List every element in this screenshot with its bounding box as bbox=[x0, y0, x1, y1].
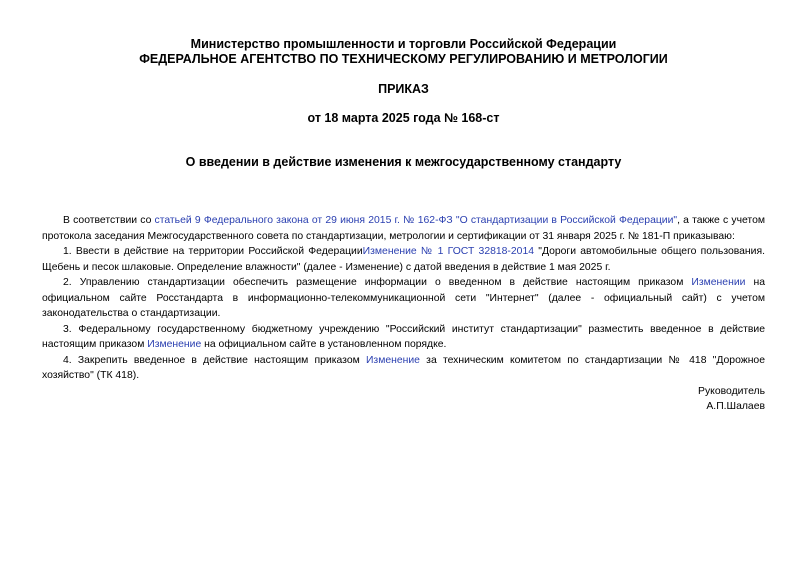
order-item-4 bbox=[42, 353, 765, 384]
order-item-3 bbox=[42, 322, 765, 353]
order-item-2-text-start: 2. Управлению стандартизации обеспечить размещение информации о введенном в действие настоящим приказом bbox=[63, 277, 692, 288]
preamble-paragraph bbox=[42, 213, 765, 244]
gost-amendment-link[interactable]: Изменение № 1 ГОСТ 32818-2014 bbox=[362, 246, 535, 257]
order-item-2-text-end: на официальном сайте Росстандарта в информационно-телекоммуникационной сети "Интернет" (далее - официальный сайт) с учетом законодательства о стандартизации. bbox=[42, 277, 765, 319]
document-body bbox=[42, 213, 765, 415]
order-item-4-text-start: 4. Закрепить введенное в действие настоящим приказом bbox=[63, 354, 366, 366]
order-item-1 bbox=[42, 244, 765, 275]
signature-position: Руководитель bbox=[698, 385, 765, 397]
amendment-link-item-3[interactable]: Изменение bbox=[147, 339, 202, 350]
order-item-4-text-end: за техническим комитетом по стандартизации № 418 "Дорожное хозяйство" (ТК 418). bbox=[42, 354, 765, 381]
preamble-text-start: В соответствии со bbox=[63, 215, 155, 226]
document-title: О введении в действие изменения к межгосударственному стандарту bbox=[185, 155, 622, 169]
agency-heading: ФЕДЕРАЛЬНОЕ АГЕНТСТВО ПО ТЕХНИЧЕСКОМУ РЕГУЛИРОВАНИЮ И МЕТРОЛОГИИ bbox=[139, 52, 668, 66]
amendment-link-item-4[interactable]: Изменение bbox=[365, 354, 420, 366]
document-date-number: от 18 марта 2025 года № 168-ст bbox=[307, 111, 500, 125]
order-item-2 bbox=[42, 275, 765, 322]
ministry-heading: Министерство промышленности и торговли Российской Федерации bbox=[190, 37, 617, 51]
document-type: ПРИКАЗ bbox=[378, 82, 429, 96]
order-item-3-text-start: 3. Федеральному государственному бюджетному учреждению "Российский институт стандартизации" разместить введенное в действие настоящим приказом bbox=[42, 323, 765, 350]
order-item-1-text-start: 1. Ввести в действие на территории Российской Федерации bbox=[63, 246, 363, 257]
order-item-1-text-end: "Дороги автомобильные общего пользования. Щебень и песок шлаковые. Определение влажности" (далее - Изменение) с датой введения в действие 1 мая 2025 г. bbox=[42, 246, 765, 273]
signature-name: А.П.Шалаев bbox=[706, 401, 765, 412]
law-article-link[interactable]: статьей 9 Федерального закона от 29 июня 2015 г. № 162-ФЗ "О стандартизации в Российской Федерации" bbox=[154, 215, 678, 226]
amendment-link-item-2[interactable]: Изменении bbox=[691, 277, 746, 288]
preamble-text-end: , а также с учетом протокола заседания Межгосударственного совета по стандартизации, метрологии и сертификации от 31 января 2025 г. № 181-П приказываю: bbox=[42, 215, 765, 242]
order-item-3-text-end: на официальном сайте в установленном порядке. bbox=[201, 339, 447, 350]
